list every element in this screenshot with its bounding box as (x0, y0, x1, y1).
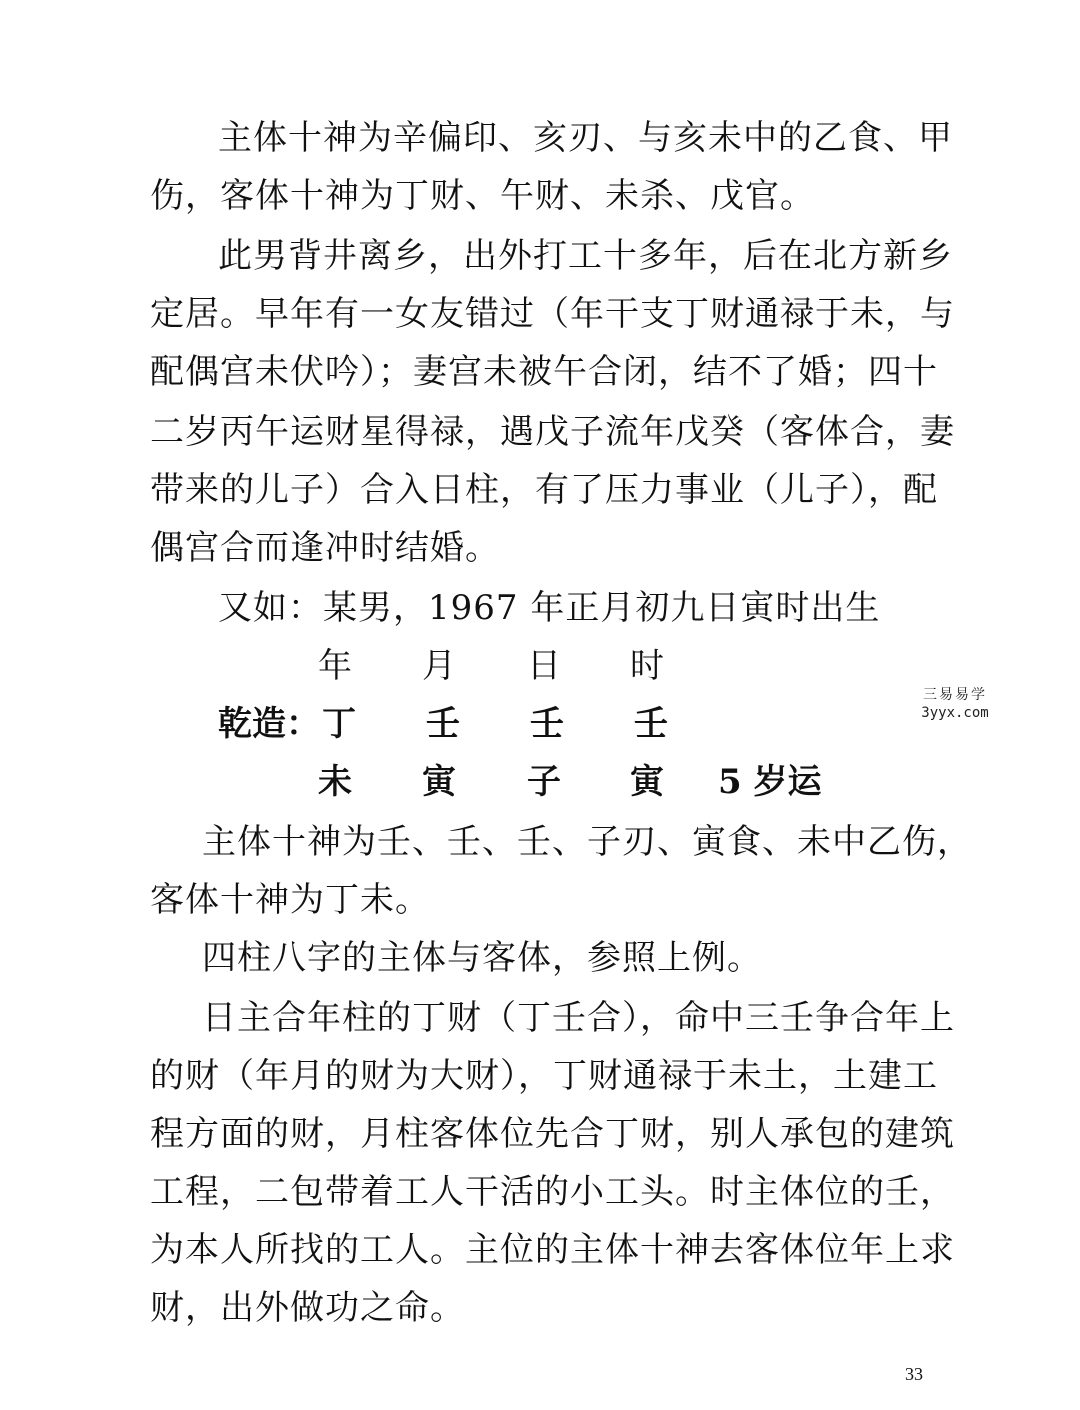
paragraph-2-line-4: 二岁丙午运财星得禄，遇戊子流年戊癸（客体合，妻 (150, 412, 955, 452)
header-year: 年 (318, 646, 352, 686)
paragraph-3-line-2: 客体十神为丁未。 (150, 880, 430, 920)
paragraph-1-line-1: 主体十神为辛偏印、亥刃、与亥未中的乙食、甲 (218, 118, 953, 158)
paragraph-2-line-6: 偶宫合而逢冲时结婚。 (150, 528, 500, 568)
header-day: 日 (527, 646, 561, 686)
paragraph-4-line-1: 四柱八字的主体与客体，参照上例。 (202, 938, 762, 978)
stem-day: 壬 (530, 704, 564, 744)
paragraph-5-line-2: 的财（年月的财为大财），丁财通禄于未土，土建工 (150, 1056, 938, 1096)
page-number: 33 (905, 1364, 923, 1384)
watermark-url: 3yyx.com (921, 705, 989, 721)
header-month: 月 (422, 646, 456, 686)
site-watermark (895, 686, 1015, 722)
paragraph-2-line-3: 配偶宫未伏吟）；妻宫未被午合闭，结不了婚；四十 (150, 352, 938, 392)
paragraph-5-line-6: 财，出外做功之命。 (150, 1288, 465, 1328)
paragraph-5-line-5: 为本人所找的工人。主位的主体十神去客体位年上求 (150, 1230, 955, 1270)
paragraph-1-line-2: 伤，客体十神为丁财、午财、未杀、戊官。 (150, 176, 815, 216)
paragraph-5-line-3: 程方面的财，月柱客体位先合丁财，别人承包的建筑 (150, 1114, 955, 1154)
branch-month: 寅 (422, 762, 456, 802)
chart-label: 乾造： (218, 704, 320, 744)
paragraph-2-line-1: 此男背井离乡，出外打工十多年，后在北方新乡 (218, 236, 953, 276)
paragraph-5-line-4: 工程，二包带着工人干活的小工头。时主体位的壬， (150, 1172, 955, 1212)
paragraph-5-line-1: 日主合年柱的丁财（丁壬合），命中三壬争合年上 (202, 998, 955, 1038)
watermark-name: 三易易学 (923, 687, 987, 703)
stem-hour: 壬 (634, 704, 668, 744)
paragraph-3-line-1: 主体十神为壬、壬、壬、子刃、寅食、未中乙伤， (202, 822, 972, 862)
branch-hour: 寅 (630, 762, 664, 802)
branch-year: 未 (318, 762, 352, 802)
paragraph-2-line-5: 带来的儿子）合入日柱，有了压力事业（儿子），配 (150, 470, 938, 510)
luck-start-age: 5 岁运 (718, 762, 822, 802)
example-intro: 又如：某男，1967 年正月初九日寅时出生 (218, 588, 881, 628)
paragraph-2-line-2: 定居。早年有一女友错过（年干支丁财通禄于未，与 (150, 294, 955, 334)
header-hour: 时 (630, 646, 664, 686)
branch-day: 子 (527, 762, 561, 802)
stem-year: 丁 (322, 704, 356, 744)
stem-month: 壬 (426, 704, 460, 744)
